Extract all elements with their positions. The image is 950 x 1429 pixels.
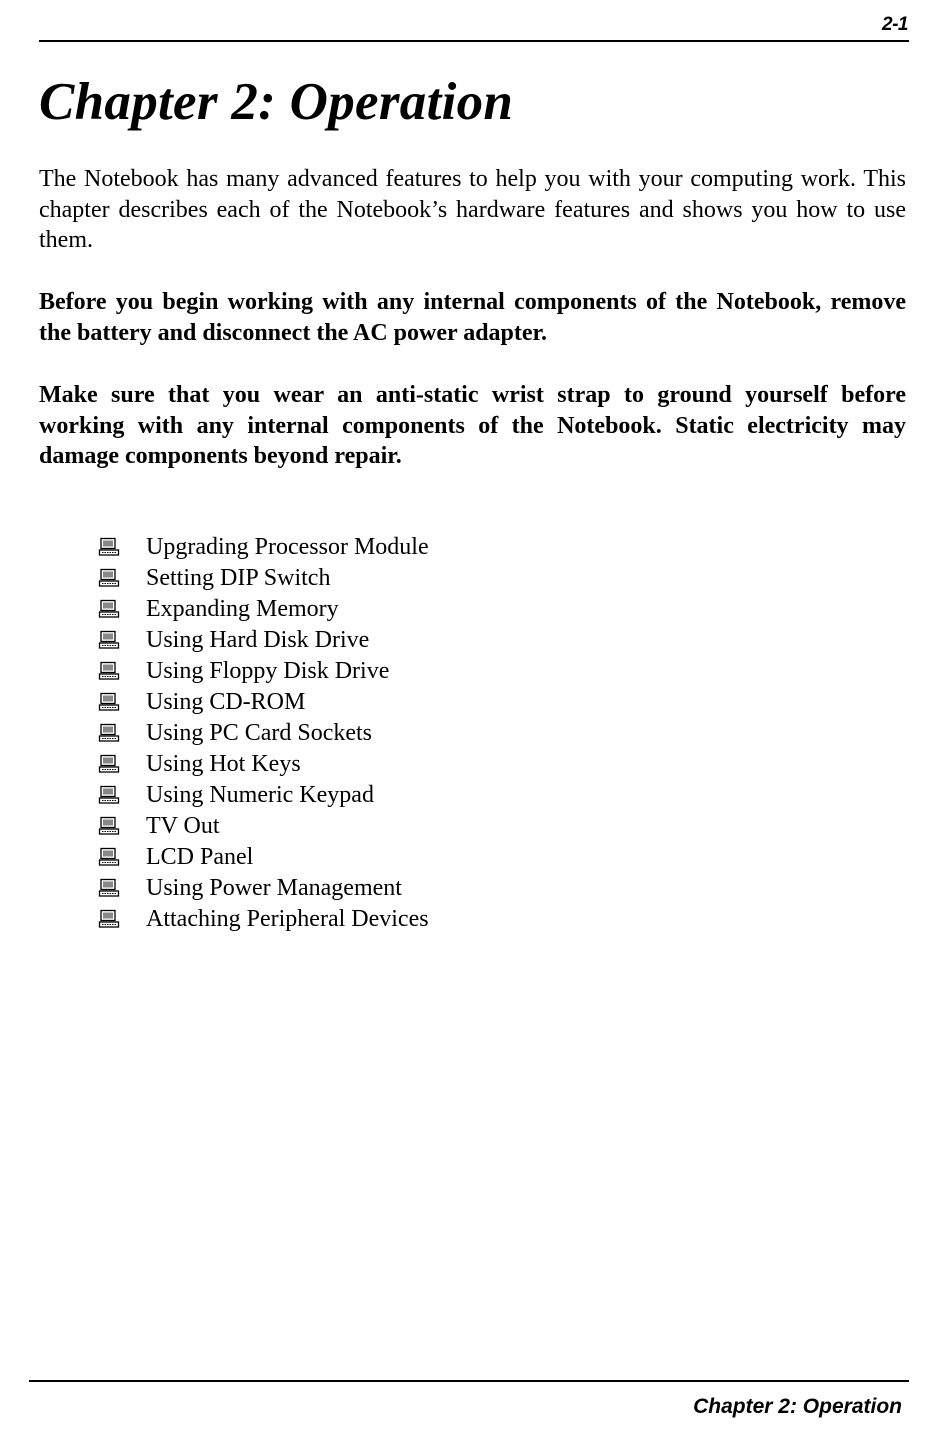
topic-label: Using Numeric Keypad (146, 782, 374, 808)
computer-icon (98, 568, 120, 588)
topic-label: Upgrading Processor Module (146, 534, 429, 560)
topic-label: Using CD-ROM (146, 689, 306, 715)
topic-label: Using Hot Keys (146, 751, 301, 777)
computer-icon (98, 599, 120, 619)
topic-label: Attaching Peripheral Devices (146, 906, 429, 932)
topic-label: TV Out (146, 813, 220, 839)
computer-icon (98, 754, 120, 774)
computer-icon (98, 785, 120, 805)
intro-paragraph: The Notebook has many advanced features to help you with your computing work. This chapter describes each of the Notebook’s hardware features and shows you how to use them. (39, 166, 906, 253)
header-rule (39, 40, 909, 42)
topic-label: Using Floppy Disk Drive (146, 658, 390, 684)
topic-label: Using PC Card Sockets (146, 720, 373, 746)
battery-warning: Before you begin working with any internal components of the Notebook, remove the battery and disconnect the AC power adapter. (39, 289, 906, 346)
footer-rule (29, 1380, 909, 1382)
computer-icon (98, 847, 120, 867)
computer-icon (98, 630, 120, 650)
topic-label: LCD Panel (146, 844, 254, 870)
footer-chapter-title: Chapter 2: Operation (693, 1395, 902, 1418)
topic-label: Setting DIP Switch (146, 565, 331, 591)
computer-icon (98, 878, 120, 898)
page-number: 2-1 (882, 14, 908, 35)
computer-icon (98, 909, 120, 929)
topic-label: Using Power Management (146, 875, 402, 901)
topic-label: Using Hard Disk Drive (146, 627, 370, 653)
computer-icon (98, 723, 120, 743)
computer-icon (98, 816, 120, 836)
computer-icon (98, 537, 120, 557)
topic-label: Expanding Memory (146, 596, 339, 622)
computer-icon (98, 692, 120, 712)
static-warning: Make sure that you wear an anti-static wrist strap to ground yourself before working with any internal components of the Notebook. Static electricity may damage components beyond repair. (39, 382, 906, 469)
chapter-title: Chapter 2: Operation (39, 73, 514, 131)
computer-icon (98, 661, 120, 681)
